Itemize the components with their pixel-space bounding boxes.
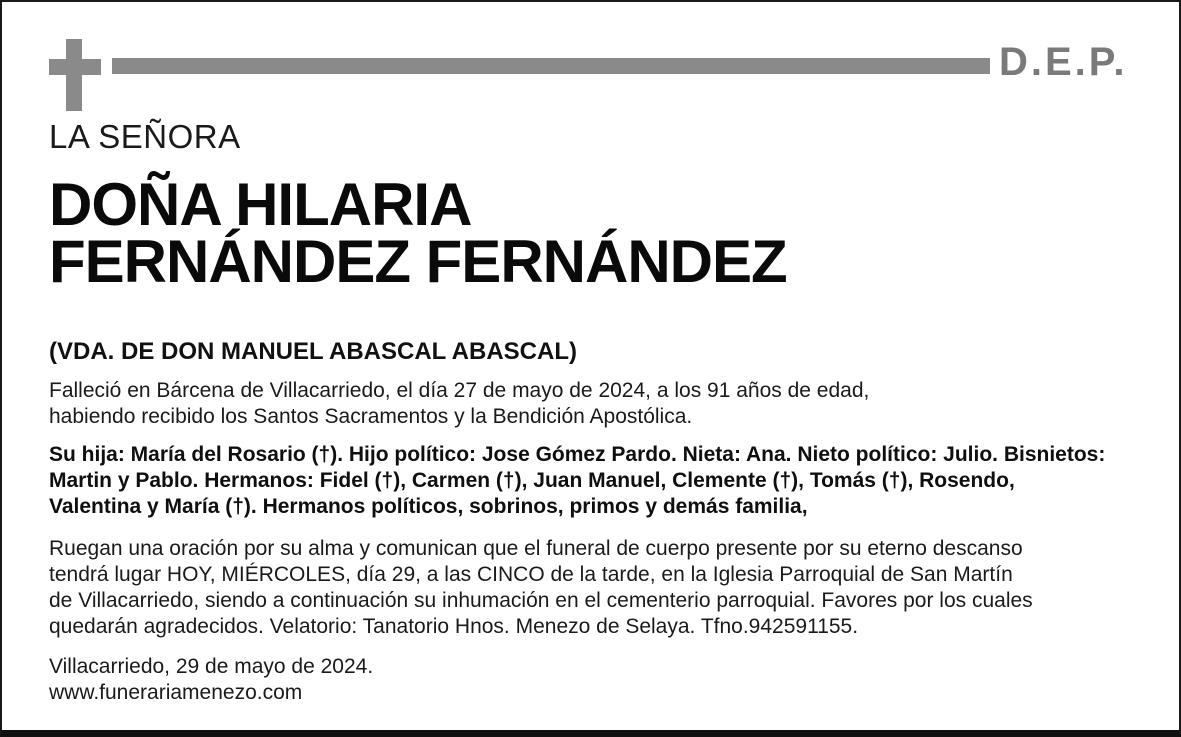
funeral-line: quedarán agradecidos. Velatorio: Tanatorio Hnos. Menezo de Selaya. Tfno.942591155. [49, 615, 859, 638]
funeral-line: de Villacarriedo, siendo a continuación su inhumación en el cementerio parroquial. Favores por los cuales [49, 589, 1033, 612]
place-date: Villacarriedo, 29 de mayo de 2024. [49, 655, 374, 678]
family-paragraph [49, 442, 1139, 520]
cross-icon [49, 39, 101, 111]
funeral-line: Ruegan una oración por su alma y comunican que el funeral de cuerpo presente por su eterno descanso [49, 537, 1023, 560]
deceased-name-line1: DOÑA HILARIA [49, 171, 472, 238]
funeral-line: tendrá lugar HOY, MIÉRCOLES, día 29, a las CINCO de la tarde, en la Iglesia Parroquial de San Martín [49, 563, 1013, 586]
family-line: Valentina y María (†). Hermanos políticos, sobrinos, primos y demás familia, [49, 495, 808, 518]
widow-of: (VDA. DE DON MANUEL ABASCAL ABASCAL) [49, 338, 577, 365]
death-line: habiendo recibido los Santos Sacramentos y la Bendición Apostólica. [49, 405, 693, 428]
death-paragraph [49, 378, 1129, 430]
website-link[interactable]: www.funerariamenezo.com [49, 681, 303, 704]
closing-paragraph [49, 654, 1129, 706]
family-line: Su hija: María del Rosario (†). Hijo político: Jose Gómez Pardo. Nieta: Ana. Nieto político: Julio. Bisnietos: [49, 443, 1106, 466]
header-rule [112, 58, 990, 74]
deceased-name-line2: FERNÁNDEZ FERNÁNDEZ [49, 228, 787, 295]
funeral-paragraph [49, 536, 1129, 640]
family-line: Martin y Pablo. Hermanos: Fidel (†), Carmen (†), Juan Manuel, Clemente (†), Tomás (†), Rosendo, [49, 469, 1015, 492]
dep-label: D.E.P. [999, 40, 1128, 84]
death-line: Falleció en Bárcena de Villacarriedo, el día 27 de mayo de 2024, a los 91 años de edad, [49, 379, 870, 402]
title-prefix: LA SEÑORA [49, 118, 241, 155]
